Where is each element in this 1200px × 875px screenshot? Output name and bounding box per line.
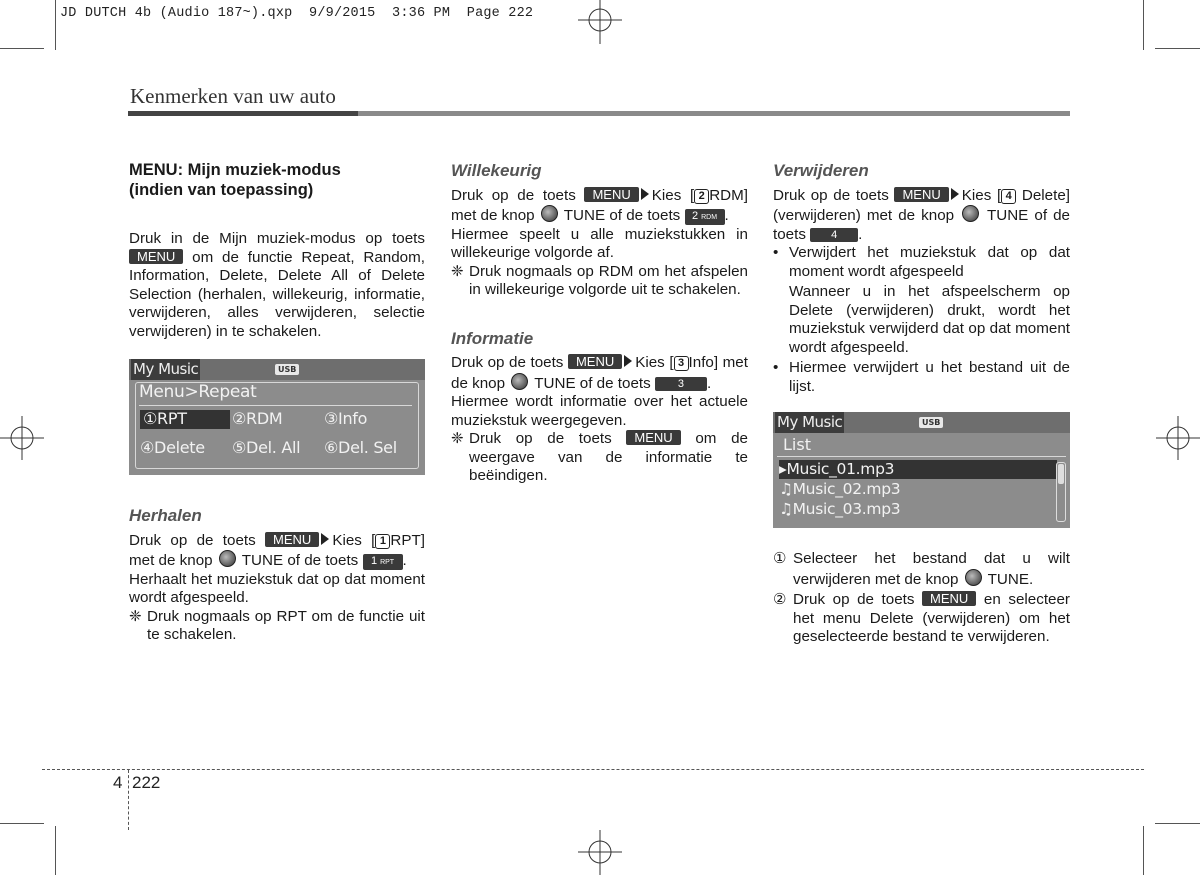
registration-mark-top xyxy=(576,0,624,44)
tune-knob-icon xyxy=(511,373,528,390)
usb-badge: USB xyxy=(275,364,299,375)
menu-button: MENU xyxy=(894,187,948,202)
crop-mark xyxy=(55,0,56,50)
informatie-paragraph: Druk op de toets MENU Kies [ 3 Info] met de knop TUNE of de toets 3 . xyxy=(451,354,748,392)
subsection-title: Verwijderen xyxy=(773,161,869,180)
preset-button-4: 4 xyxy=(810,228,858,242)
step-1: ① Selecteer het bestand dat u wilt verwijderen met de knop TUNE. xyxy=(773,550,1070,588)
crop-mark xyxy=(1155,48,1200,49)
menu-breadcrumb: Menu>Repeat xyxy=(139,382,257,402)
menu-screen xyxy=(129,359,425,475)
music-note-icon: ♫ xyxy=(779,500,793,518)
header-rule-accent xyxy=(128,111,358,116)
list-header: List xyxy=(783,435,811,454)
column-1 xyxy=(129,160,425,645)
menu-button: MENU xyxy=(129,249,183,264)
arrow-right-icon xyxy=(951,188,959,200)
preset-button-3: 3 xyxy=(655,377,707,391)
registration-mark-bottom xyxy=(576,830,624,875)
usb-badge: USB xyxy=(919,417,943,428)
footer-divider xyxy=(128,770,129,830)
registration-mark-right xyxy=(1156,414,1200,462)
scrollbar xyxy=(1056,462,1066,522)
menu-button: MENU xyxy=(584,187,638,202)
arrow-right-icon xyxy=(624,355,632,367)
tune-knob-icon xyxy=(965,569,982,586)
preset-button-1: 1 RPT xyxy=(363,554,403,570)
crop-mark xyxy=(55,826,56,875)
section-title: MENU: Mijn muziek-modus (indien van toepassing) xyxy=(129,161,341,199)
crop-mark xyxy=(1143,0,1144,50)
list-item: ♫Music_02.mp3 xyxy=(779,480,901,498)
arrow-right-icon xyxy=(321,533,329,545)
registration-mark-left xyxy=(0,414,44,462)
menu-box xyxy=(135,382,419,469)
note: ❈ Druk nogmaals op RDM om het afspelen in willekeurige volgorde uit te schakelen. xyxy=(451,262,748,298)
menu-item-rdm: ②RDM xyxy=(232,409,283,428)
note-icon: ❈ xyxy=(129,607,142,625)
number-3-icon: 3 xyxy=(674,356,689,371)
menu-button: MENU xyxy=(626,430,680,445)
menu-button: MENU xyxy=(265,532,319,547)
menu-item-delete: ④Delete xyxy=(140,438,205,457)
bullet-item: • Hiermee verwijdert u het bestand uit de lijst. xyxy=(773,359,1070,395)
crop-mark xyxy=(1155,823,1200,824)
page-number: 222 xyxy=(132,773,161,792)
bullet-item: • Verwijdert het muziekstuk dat op dat moment wordt afgespeeld xyxy=(773,244,1070,280)
play-icon: ▸ xyxy=(779,460,787,478)
note: ❈ Druk nogmaals op RPT om de functie uit te schakelen. xyxy=(129,607,425,643)
tune-knob-icon xyxy=(962,205,979,222)
number-4-icon: 4 xyxy=(1001,189,1016,204)
tune-knob-icon xyxy=(541,205,558,222)
arrow-right-icon xyxy=(641,188,649,200)
menu-item-del-all: ⑤Del. All xyxy=(232,438,301,457)
subsection-title: Willekeurig xyxy=(451,161,542,180)
bullet-continuation: Wanneer u in het afspeelscherm op Delete (verwijderen) drukt, wordt het muziekstuk verwijderd dat op dat moment wordt afgespeeld. xyxy=(789,283,1070,356)
screen-title: My Music xyxy=(777,413,843,431)
list-item-selected: ▸Music_01.mp3 xyxy=(779,460,1057,479)
chapter-number: 4 xyxy=(113,773,123,792)
print-slug: JD DUTCH 4b (Audio 187~).qxp 9/9/2015 3:36 PM Page 222 xyxy=(60,6,534,21)
step-2: ② Druk op de toets MENU en selecteer het menu Delete (verwijderen) om het geselecteerde bestand te verwijderen. xyxy=(773,591,1070,645)
note: ❈ Druk op de toets MENU om de weergave van de informatie te beëindigen. xyxy=(451,430,748,484)
list-screen xyxy=(773,412,1070,528)
scrollbar-thumb xyxy=(1058,464,1064,484)
note-icon: ❈ xyxy=(451,430,464,447)
subsection-title: Herhalen xyxy=(129,506,202,525)
list-item: ♫Music_03.mp3 xyxy=(779,500,901,518)
willekeurig-paragraph: Druk op de toets MENU Kies [ 2 RDM] met de knop TUNE of de toets 2 RDM . xyxy=(451,186,748,224)
subsection-title: Informatie xyxy=(451,328,534,348)
crop-mark xyxy=(1143,826,1144,875)
willekeurig-description: Hiermee speelt u alle muziekstukken in willekeurige volgorde af. xyxy=(451,225,748,261)
preset-button-2: 2 RDM xyxy=(685,209,725,225)
verwijderen-paragraph: Druk op de toets MENU Kies [ 4 Delete] (verwijderen) met de knop TUNE of de toets 4 . xyxy=(773,186,1070,243)
crop-mark xyxy=(0,48,44,49)
page-header-title: Kenmerken van uw auto xyxy=(130,84,336,108)
informatie-description: Hiermee wordt informatie over het actuele muziekstuk weergegeven. xyxy=(451,393,748,429)
crop-mark xyxy=(0,823,44,824)
column-2 xyxy=(451,160,748,486)
music-note-icon: ♫ xyxy=(779,480,793,498)
note-icon: ❈ xyxy=(451,262,464,280)
number-1-icon: 1 xyxy=(375,534,390,549)
footer-rule xyxy=(42,769,1144,770)
menu-button: MENU xyxy=(568,354,622,369)
menu-button: MENU xyxy=(922,591,976,606)
intro-paragraph: Druk in de Mijn muziek-modus op toets MENU om de functie Repeat, Random, Information, Delete, Delete All of Delete Selection (herhalen, willekeurig, informatie, verwijderen, alles verwijderen, selectie verwijderen) in te schakelen. xyxy=(129,230,425,340)
menu-item-info: ③Info xyxy=(324,409,368,428)
menu-item-rpt: ①RPT xyxy=(140,410,230,429)
tune-knob-icon xyxy=(219,550,236,567)
herhalen-paragraph: Druk op de toets MENU Kies [ 1 RPT] met de knop TUNE of de toets 1 RPT . xyxy=(129,531,425,569)
number-2-icon: 2 xyxy=(694,189,709,204)
herhalen-description: Herhaalt het muziekstuk dat op dat moment wordt afgespeeld. xyxy=(129,570,425,606)
menu-item-del-sel: ⑥Del. Sel xyxy=(324,438,397,457)
screen-title: My Music xyxy=(133,360,199,378)
column-3 xyxy=(773,160,1070,647)
